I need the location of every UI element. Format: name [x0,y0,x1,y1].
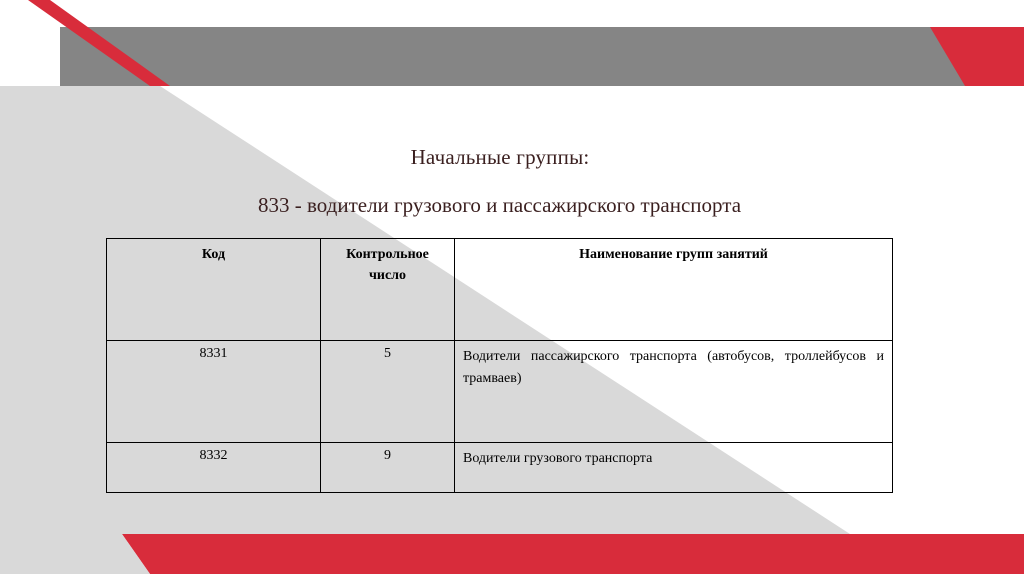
header-group-name: Наименование групп занятий [455,239,893,341]
table-row [107,341,893,443]
row-group-name [455,443,893,493]
occupation-groups-table [106,238,893,493]
header-code: Код [107,239,321,341]
row-code: 8332 [107,443,321,493]
row-group-name-text: Водители грузового транспорта [463,451,653,466]
table-row [107,443,893,493]
row-group-name [455,341,893,443]
slide-title: Начальные группы: [410,145,590,169]
header-control-number [321,239,455,341]
row-code: 8331 [107,341,321,443]
bottom-red-band [122,534,1024,574]
logo-circle [0,15,60,79]
row-group-name-text: Водители пассажирского транспорта (автобусов, троллейбусов и трамваев) [463,349,884,386]
header-control-number-text: Контрольное число [346,247,429,283]
row-control-number: 5 [321,341,455,443]
row-control-number: 9 [321,443,455,493]
slide-subtitle: 833 - водители грузового и пассажирского транспорта [258,193,742,217]
table-header-row [107,239,893,341]
top-gray-band [60,27,1024,86]
